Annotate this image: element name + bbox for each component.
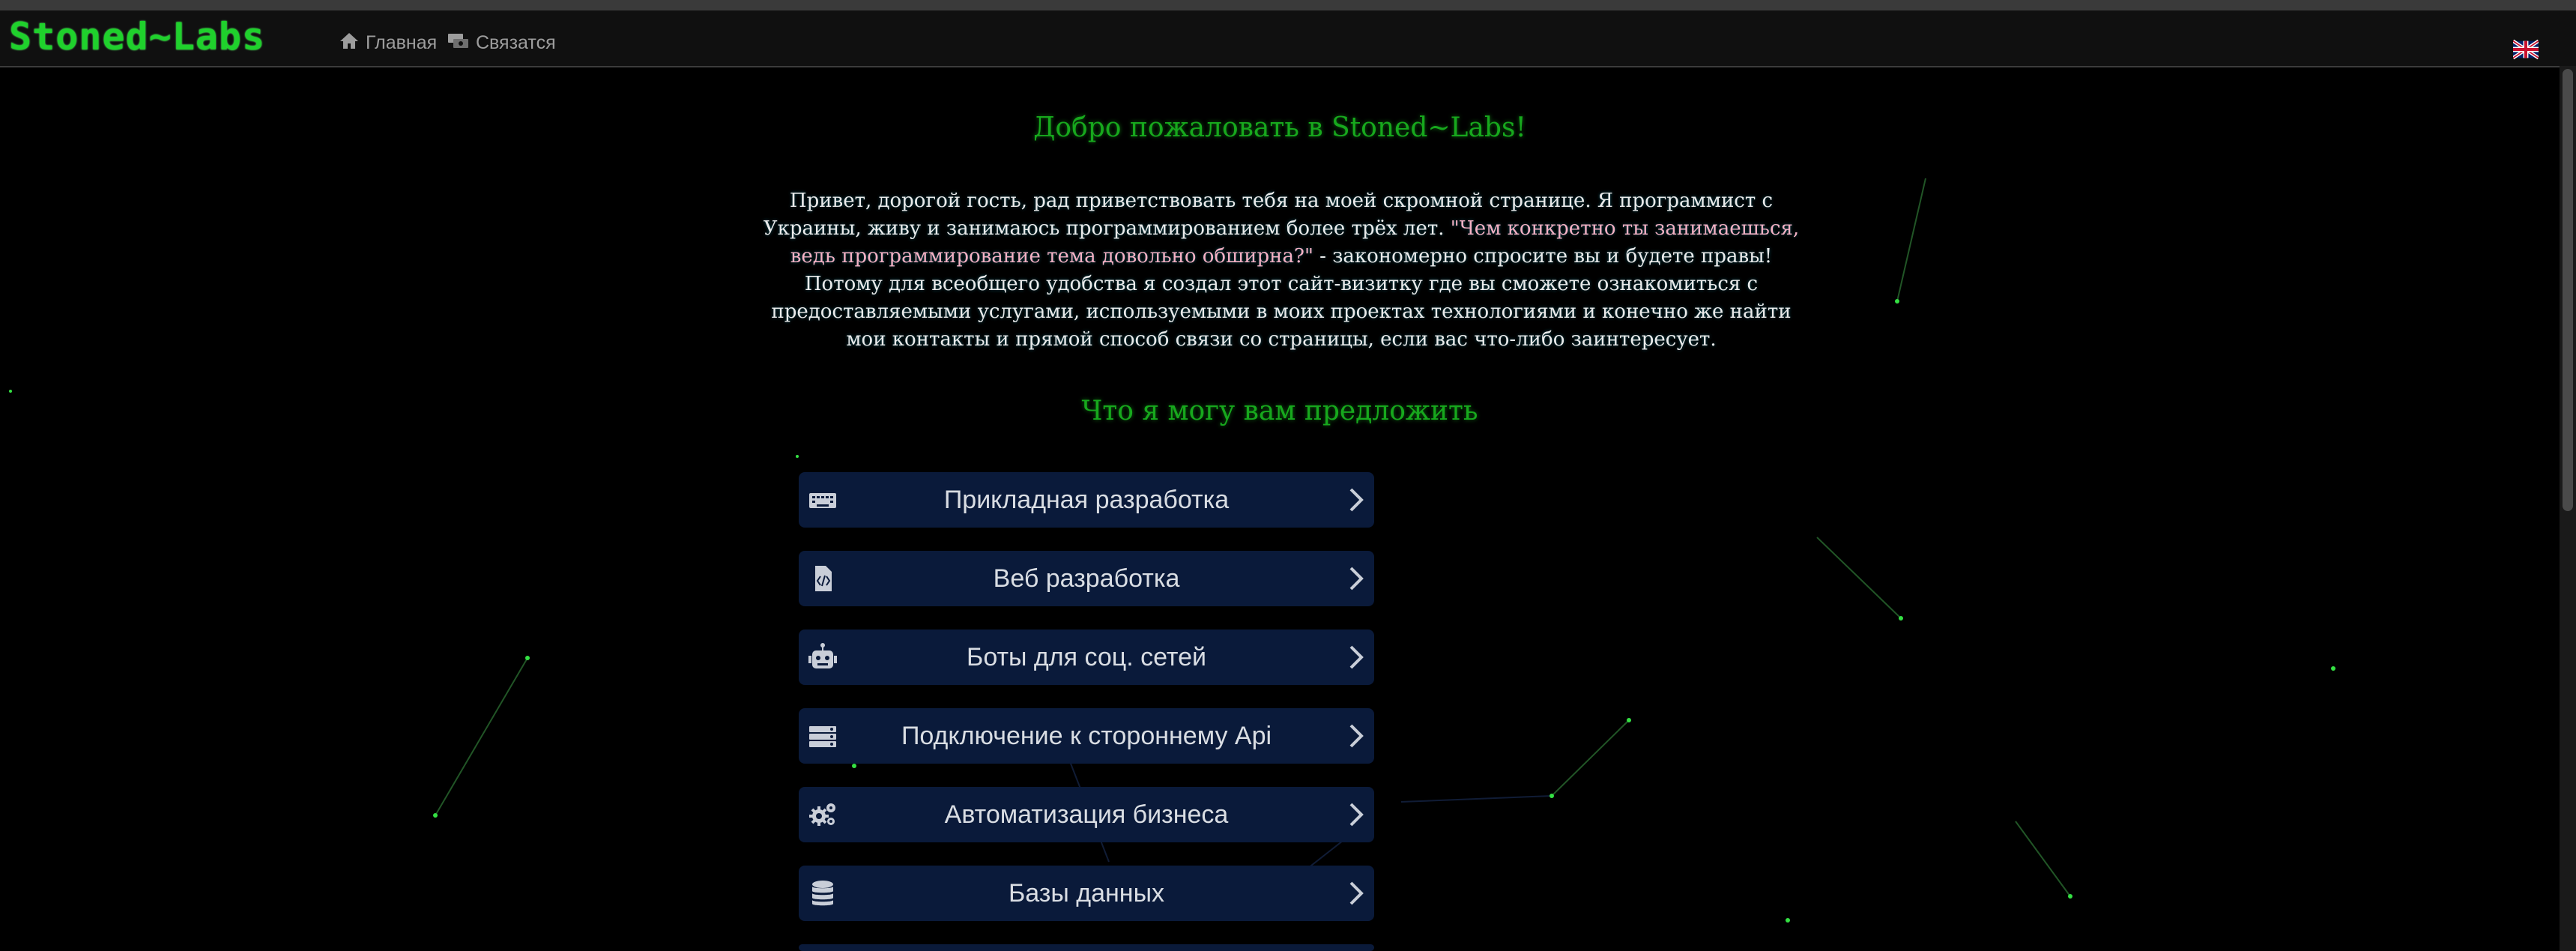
service-label: Боты для соц. сетей — [967, 642, 1206, 671]
intro-paragraph — [757, 187, 1806, 354]
scrollbar-thumb[interactable] — [2563, 69, 2573, 511]
database-icon — [808, 879, 838, 908]
intro-highlight-quote: "Чем конкретно ты занимаешься, ведь программирование тема довольно обширна?" — [790, 217, 1800, 268]
money-icon — [447, 31, 470, 55]
service-label: Прикладная разработка — [943, 485, 1230, 514]
uk-flag-icon[interactable] — [2513, 39, 2539, 60]
service-label: Базы данных — [1008, 878, 1165, 908]
nav-link-contact-label: Связатся — [476, 32, 556, 53]
service-item-databases[interactable] — [799, 866, 1374, 921]
robot-icon — [808, 643, 838, 671]
code-file-icon — [808, 564, 838, 593]
chevron-right-icon — [1344, 566, 1367, 591]
gears-icon — [808, 800, 838, 829]
service-item-partial[interactable] — [799, 944, 1374, 951]
nav-link-home[interactable] — [339, 31, 437, 55]
chevron-right-icon — [1344, 723, 1367, 749]
service-item-social-bots[interactable] — [799, 630, 1374, 685]
service-item-web-development[interactable] — [799, 551, 1374, 606]
chevron-right-icon — [1344, 487, 1367, 513]
chevron-right-icon — [1344, 881, 1367, 906]
service-label: Подключение к стороннему Api — [901, 721, 1272, 750]
brand-logo[interactable]: Stoned~Labs — [9, 15, 266, 58]
offer-section-title: Что я могу вам предложить — [1081, 396, 1478, 426]
service-item-app-development[interactable] — [799, 472, 1374, 528]
top-navbar — [0, 10, 2576, 67]
nav-link-contact[interactable] — [447, 31, 556, 55]
browser-chrome-strip — [0, 0, 2576, 10]
service-label: Автоматизация бизнеса — [944, 800, 1229, 829]
keyboard-icon — [808, 486, 838, 514]
intro-text-part1: Привет, дорогой гость, рад приветствовать тебя на моей скромной странице. Я программист с Украины, живу и занимаюсь программированием более трёх лет. — [763, 190, 1774, 240]
server-icon — [808, 722, 838, 750]
service-item-business-automation[interactable] — [799, 787, 1374, 842]
chevron-right-icon — [1344, 802, 1367, 827]
home-icon — [339, 31, 360, 55]
service-label: Веб разработка — [993, 564, 1180, 593]
chevron-right-icon — [1344, 644, 1367, 670]
intro-text-part2: - закономерно спросите вы и будете правы! Потому для всеобщего удобства я создал этот сайт-визитку где вы сможете ознакомиться с предоставляемыми услугами, используемыми в моих проектах технологиями и конечно же найти мои контакты и прямой способ связи со страницы, если вас что-либо заинтересует. — [771, 245, 1792, 351]
service-item-api-integration[interactable] — [799, 708, 1374, 764]
nav-link-home-label: Главная — [366, 32, 438, 53]
welcome-title: Добро пожаловать в Stoned~Labs! — [1033, 112, 1526, 143]
